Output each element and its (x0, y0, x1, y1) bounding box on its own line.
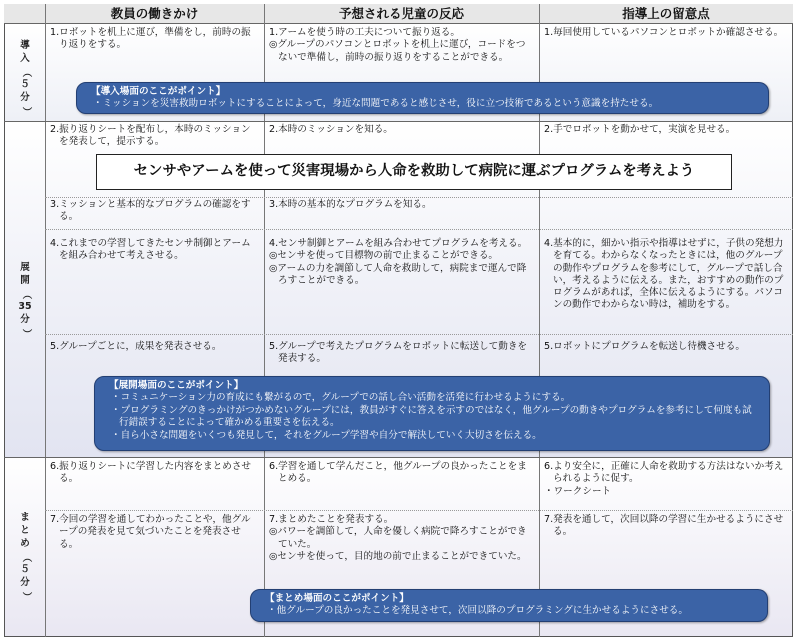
header-teacher: 教員の働きかけ (45, 4, 264, 24)
develop-row5-teacher-text: 5.グループごとに，成果を発表させる。 (50, 341, 222, 352)
intro-children-item: ◎グループのパソコンとロボットを机上に運び，コードをつないで準備し，前時の振り返りをすることができる。 (269, 39, 526, 63)
intro-notes-item: 1.毎回使用しているパソコンとロボットか確認させる。 (544, 27, 784, 38)
intro-children-item: 1.アームを使う時の工夫について振り返る。 (269, 27, 460, 38)
stage-char: ） (20, 106, 32, 117)
section-divider (4, 457, 793, 458)
develop-row4-notes-text: 4.基本的に，細かい指示や指導はせずに，子供の発想力を育てる。わからなくなったときには，他のグループの動作やプログラムを参考にして，グループで話し合い，考えるように伝える。また，おすすめの動作のプログラムがあれば，全体に伝えるようにする。パソコンの動作でわからない時は，補助をする。 (544, 238, 784, 311)
summary-row6-notes-item: 6.より安全に，正確に人命を救助する方法はないか考えられるように促す。 (544, 461, 784, 485)
develop-row4-teacher-text: 4.これまでの学習してきたセンサ制御とアームを組み合わせて考えさせる。 (50, 238, 251, 262)
develop-row2-teacher-text: 2.振り返りシートを配布し，本時のミッションを発表して，提示する。 (50, 124, 251, 148)
header-stage-cell (4, 4, 45, 24)
summary-row6-teacher (50, 461, 258, 486)
summary-row7-children-item: ◎パワーを調節して，人命を優しく病院で降ろすことができていた。 (269, 526, 527, 550)
header-children: 予想される児童の反応 (264, 4, 539, 24)
develop-row3-children (269, 199, 533, 211)
intro-point-item: ・ミッションを災害救助ロボットにすることによって，身近な問題であると感じさせ，役に立つ技術であるという意識を持たせる。 (93, 98, 659, 110)
stage-char: 分 (20, 314, 30, 325)
mission-banner: センサやアームを使って災害現場から人命を救助して病院に運ぶプログラムを考えよう (96, 154, 732, 190)
develop-row4-children-item: ◎アームの力を調節して人命を救助して，病院まで運んで降ろすことができる。 (269, 262, 527, 286)
develop-row3-teacher-text: 3.ミッションと基本的なプログラムの確認をする。 (50, 199, 251, 223)
intro-point-title: 【導入場面のここがポイント】 (91, 86, 226, 97)
develop-row5-children-text: 5.グループで考えたプログラムをロボットに転送して動きを発表する。 (269, 341, 528, 365)
summary-point-title: 【まとめ場面のここがポイント】 (265, 593, 409, 604)
stage-char: （ (20, 289, 32, 300)
stage-char: 導 (20, 40, 30, 51)
intro-teacher-item: 1.ロボットを机上に運び，準備をし，前時の振り返りをする。 (50, 27, 251, 51)
column-divider (45, 4, 46, 637)
stage-char: 分 (20, 92, 30, 103)
develop-row5-notes (544, 341, 784, 353)
stage-label-summary (18, 512, 32, 603)
intro-children (269, 27, 533, 64)
stage-char: と (20, 525, 30, 536)
develop-row4-teacher (50, 238, 258, 263)
intro-teacher (50, 27, 258, 52)
stage-char: 分 (20, 577, 30, 588)
row-separator (45, 197, 793, 198)
stage-char: ５ (20, 564, 30, 575)
develop-row3-teacher (50, 199, 258, 224)
stage-char: 開 (20, 275, 30, 286)
stage-char: 展 (20, 262, 30, 273)
stage-char: ５ (20, 79, 30, 90)
develop-row2-children-text: 2.本時のミッションを知る。 (269, 124, 393, 135)
row-separator (45, 334, 793, 335)
stage-char: 35 (18, 301, 32, 312)
row-separator (45, 510, 793, 511)
develop-point-item: ・自ら小さな問題をいくつも発見して，それをグループ学習や自分で解決していく大切さを伝える。 (111, 429, 542, 441)
summary-point-item: ・他グループの良かったことを発見させて，次回以降のプログラミングに生かせるようにさせる。 (267, 605, 688, 617)
stage-char: ま (20, 512, 30, 523)
develop-point-title: 【展開場面のここがポイント】 (109, 380, 244, 391)
intro-notes (544, 27, 784, 39)
develop-row3-children-text: 3.本時の基本的なプログラムを知る。 (269, 199, 432, 210)
header-notes: 指導上の留意点 (539, 4, 793, 24)
develop-row5-teacher (50, 341, 258, 353)
summary-row6-children (269, 461, 533, 486)
summary-row7-notes (544, 514, 784, 539)
develop-row2-notes (544, 124, 784, 136)
develop-row2-teacher (50, 124, 258, 149)
summary-row7-children-item: 7.まとめたことを発表する。 (269, 514, 394, 525)
summary-row7-teacher-text: 7.今回の学習を通してわかったことや，他グループの発表を見て気づいたことを発表させる。 (50, 514, 251, 550)
summary-point-box (250, 589, 768, 622)
develop-row2-children (269, 124, 533, 136)
develop-point-item: ・プログラミングのきっかけがつかめないグループには，教員がすぐに答えを示すのではなく，他グループの動きやプログラムを参考にして何度も試行錯誤することによって確かめる重要さを伝える。 (111, 404, 752, 429)
develop-row4-children-item: ◎センサを使って目標物の前で止まることができる。 (269, 250, 499, 262)
develop-point-box (94, 376, 770, 451)
intro-point-box (76, 82, 769, 114)
stage-label-intro (18, 40, 32, 118)
stage-char: ） (20, 591, 32, 602)
summary-row6-notes-item: ・ワークシート (544, 485, 612, 497)
section-divider (4, 121, 793, 122)
stage-label-develop (18, 262, 32, 340)
stage-char: （ (20, 552, 32, 563)
summary-row6-children-text: 6.学習を通して学んだこと，他グループの良かったことをまとめる。 (269, 461, 527, 485)
develop-row4-children-item: 4.センサ制御とアームを組み合わせてプログラムを考える。 (269, 238, 528, 249)
summary-row7-notes-text: 7.発表を通して，次回以降の学習に生かせるようにさせる。 (544, 514, 784, 538)
summary-row7-children (269, 514, 533, 563)
summary-row7-teacher (50, 514, 258, 551)
develop-row2-notes-text: 2.手でロボットを動かせて，実演を見せる。 (544, 124, 736, 135)
summary-row6-teacher-text: 6.振り返りシートに学習した内容をまとめさせる。 (50, 461, 252, 485)
develop-row4-notes (544, 238, 784, 312)
stage-char: め (20, 538, 30, 549)
develop-point-item: ・コミュニケーション力の育成にも繋がるので，グループでの話し合い活動を活発に行わせるようにする。 (111, 392, 571, 404)
stage-char: ） (20, 328, 32, 339)
develop-row4-children (269, 238, 533, 287)
stage-char: 入 (20, 53, 30, 64)
stage-char: （ (20, 67, 32, 78)
develop-row5-notes-text: 5.ロボットにプログラムを転送し待機させる。 (544, 341, 745, 352)
row-separator (45, 229, 793, 230)
summary-row6-notes (544, 461, 784, 498)
summary-row7-children-item: ◎センサを使って，目的地の前で止まることができていた。 (269, 550, 527, 562)
develop-row5-children (269, 341, 533, 366)
